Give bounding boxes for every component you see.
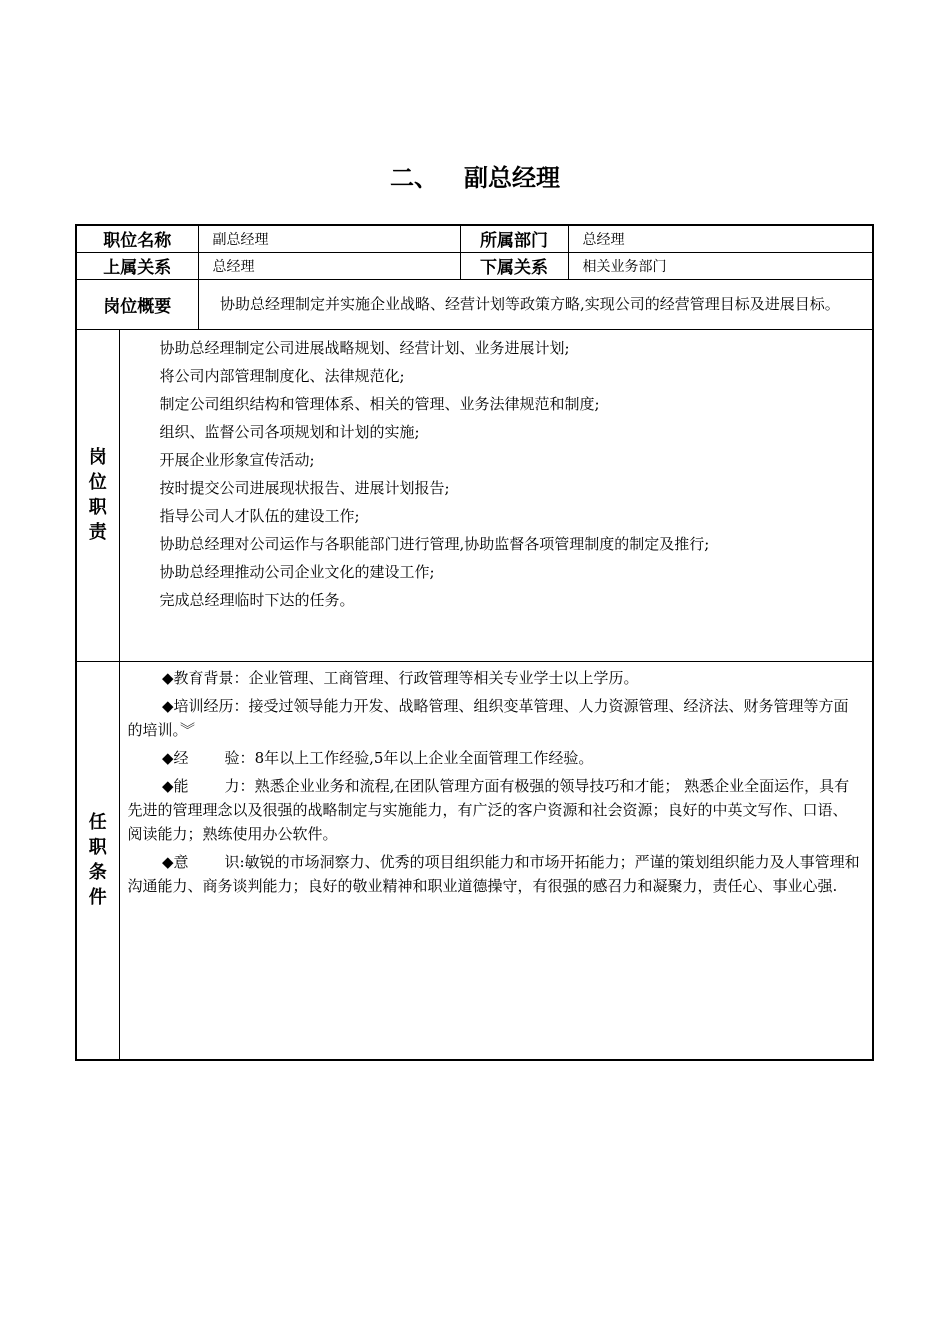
duties-label: 岗 位 职 责: [76, 329, 119, 661]
requirement-experience: ◆经 验：8年以上工作经验,5年以上企业全面管理工作经验。: [162, 748, 594, 767]
row-position: [76, 225, 873, 252]
requirements-label: 任 职 条 件: [76, 661, 119, 1060]
list-item: 制定公司组织结构和管理体系、相关的管理、业务法律规范和制度;: [159, 394, 600, 413]
list-item: 协助总经理推动公司企业文化的建设工作;: [159, 562, 435, 581]
department-label: 所属部门: [460, 225, 568, 252]
list-item: 指导公司人才队伍的建设工作;: [159, 506, 360, 525]
superior-value: 总经理: [198, 252, 460, 279]
row-duties: [76, 329, 873, 661]
requirements-list: [119, 661, 873, 1060]
list-item: 组织、监督公司各项规划和计划的实施;: [159, 422, 420, 441]
subordinate-label: 下属关系: [460, 252, 568, 279]
requirement-education: ◆教育背景：企业管理、工商管理、行政管理等相关专业学士以上学历。: [162, 668, 639, 687]
list-item: 完成总经理临时下达的任务。: [159, 590, 355, 609]
page-title: [0, 158, 950, 193]
list-item: 开展企业形象宣传活动;: [159, 450, 315, 469]
job-description-table: [75, 224, 874, 1061]
superior-label: 上属关系: [76, 252, 198, 279]
row-summary: [76, 279, 873, 329]
section-title: 副总经理: [464, 164, 560, 192]
summary-value: 协助总经理制定并实施企业战略、经营计划等政策方略,实现公司的经营管理目标及进展目标。: [198, 279, 873, 329]
list-item: 协助总经理制定公司进展战略规划、经营计划、业务进展计划;: [159, 338, 570, 357]
subordinate-value: 相关业务部门: [568, 252, 873, 279]
position-name-label: 职位名称: [76, 225, 198, 252]
department-value: 总经理: [568, 225, 873, 252]
requirement-ability: ◆能 力：熟悉企业业务和流程,在团队管理方面有极强的领导技巧和才能； 熟悉企业全面运作，具有先进的管理理念以及很强的战略制定与实施能力，有广泛的客户资源和社会资源；良好的中英文写作、口语、阅读能力；熟练使用办公软件。: [127, 776, 850, 843]
list-item: 按时提交公司进展现状报告、进展计划报告;: [159, 478, 450, 497]
summary-label: 岗位概要: [76, 279, 198, 329]
row-requirements: [76, 661, 873, 1060]
requirement-awareness: ◆意 识:敏锐的市场洞察力、优秀的项目组织能力和市场开拓能力；严谨的策划组织能力及人事管理和沟通能力、商务谈判能力；良好的敬业精神和职业道德操守，有很强的感召力和凝聚力，责任心、事业心强.: [127, 852, 860, 895]
position-name-value: 副总经理: [198, 225, 460, 252]
list-item: 协助总经理对公司运作与各职能部门进行管理,协助监督各项管理制度的制定及推行;: [159, 534, 710, 553]
requirement-training: ◆培训经历：接受过领导能力开发、战略管理、组织变革管理、人力资源管理、经济法、财务管理等方面的培训。︾: [127, 696, 849, 739]
section-number: 二、: [390, 164, 438, 192]
row-relations: [76, 252, 873, 279]
list-item: 将公司内部管理制度化、法律规范化;: [159, 366, 405, 385]
duties-list: [119, 329, 873, 661]
